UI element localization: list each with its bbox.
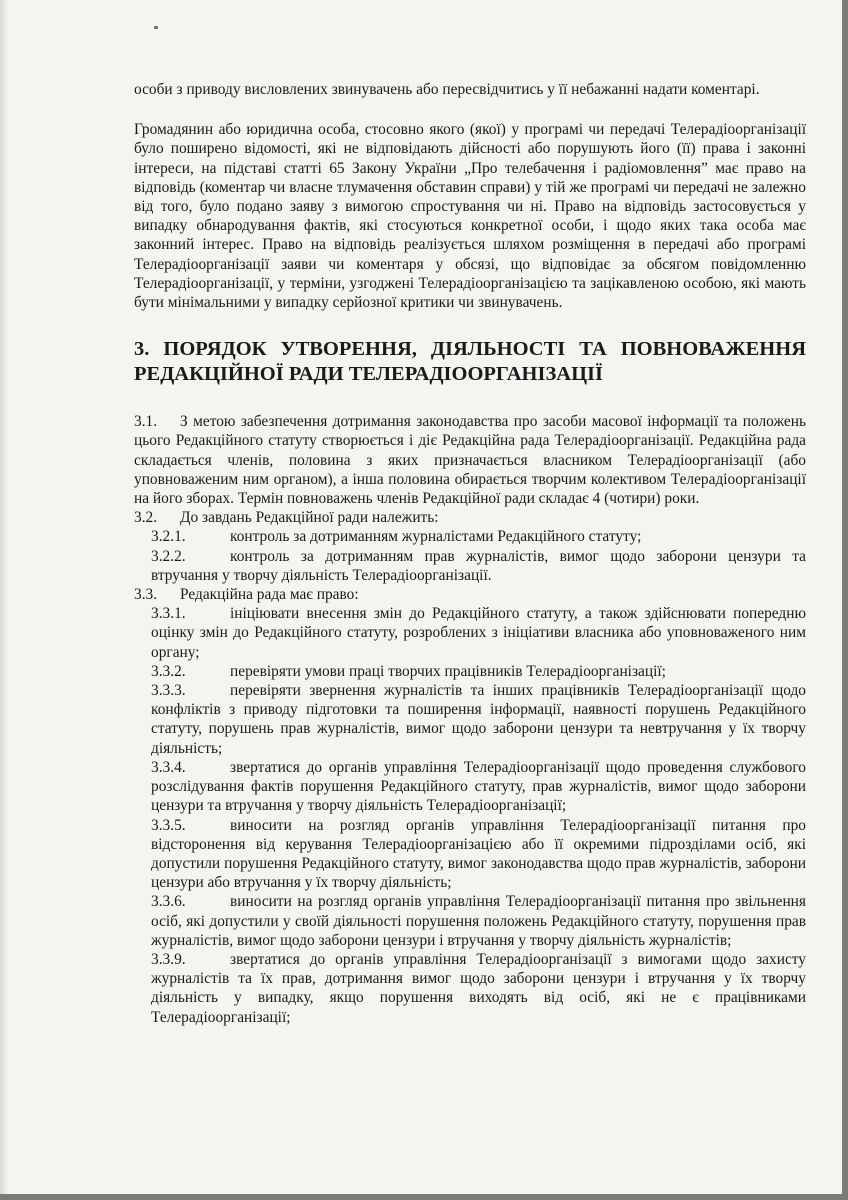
clause-number: 3.3. [134, 586, 158, 604]
section-heading: 3. ПОРЯДОК УТВОРЕННЯ, ДІЯЛЬНОСТІ ТА ПОВНОВАЖЕННЯ РЕДАКЦІЙНОЇ РАДИ ТЕЛЕРАДІООРГАНІЗАЦІЇ [134, 338, 806, 386]
subclause-text: контроль за дотриманням прав журналістів, вимог щодо заборони цензури та втручання у творчу діяльність Телерадіоорганізації. [151, 547, 806, 584]
subclause-text: звертатися до органів управління Телерадіоорганізації щодо проведення службового розслідування фактів порушення Редакційного статуту, прав журналістів, вимог щодо заборони цензури та втручання у творчу діяльність Телерадіоорганізації; [151, 758, 806, 815]
scan-mark [154, 26, 158, 29]
clause-3-3-1 [134, 604, 806, 662]
clause-3-2-2 [134, 547, 806, 585]
clause-3-2 [134, 508, 806, 527]
subclause-number: 3.3.1. [151, 605, 186, 623]
subclause-text: контроль за дотриманням журналістами Редакційного статуту; [230, 528, 642, 546]
subclause-number: 3.3.6. [151, 893, 186, 911]
clause-text: Редакційна рада має право: [180, 586, 359, 604]
clause-3-3-4 [134, 758, 806, 816]
clause-text: З метою забезпечення дотримання законодавства про засоби масової інформації та положень цього Редакційного статуту створюється і діє Редакційна рада Телерадіоорганізації. Редакційна рада складається членів, половина з яких призначається власником Телерадіоорганізації (або уповноваженим ним органом), а інша половина обирається творчим колективом Телерадіоорганізації на його зборах. Термін повноважень членів Редакційної ради складає 4 (чотири) роки. [134, 413, 806, 508]
clause-3-3-3 [134, 681, 806, 758]
subclause-number: 3.2.1. [151, 528, 186, 546]
clause-number: 3.2. [134, 509, 158, 527]
subclause-number: 3.3.9. [151, 950, 186, 968]
clause-number: 3.1. [134, 413, 158, 431]
subclause-number: 3.2.2. [151, 547, 186, 565]
subclause-number: 3.3.5. [151, 816, 186, 834]
subclause-text: звертатися до органів управління Телерадіоорганізації з вимогами щодо захисту журналістів та їх прав, дотримання вимог щодо заборони цензури і втручання у їх творчу діяльність у випадку, якщо порушення виходять від осіб, які не є працівниками Телерадіоорганізації; [151, 950, 806, 1026]
clause-3-1 [134, 412, 806, 508]
clause-3-2-1 [134, 527, 806, 546]
subclause-text: перевіряти звернення журналістів та інших працівників Телерадіоорганізації щодо конфліктів з приводу підготовки та поширення інформації, наявності порушень Редакційного статуту, порушень прав журналістів, вимог щодо заборони цензури та невтручання у їх творчу діяльність; [151, 682, 806, 757]
paragraph-continuation: особи з приводу висловлених звинувачень або пересвідчитись у її небажанні надати коментарі. [134, 81, 760, 98]
subclause-number: 3.3.2. [151, 662, 186, 680]
page-edge-shadow [0, 0, 8, 1194]
document-content [134, 80, 806, 1027]
subclause-number: 3.3.3. [151, 682, 186, 700]
subclause-number: 3.3.4. [151, 758, 186, 776]
clause-3-3-2 [134, 662, 806, 681]
subclause-text: виносити на розгляд органів управління Телерадіоорганізації питання про відсторонення від керування Телерадіоорганізацією або її окремими підрозділами осіб, які допустили порушення Редакційного статуту, вимог законодавства щодо прав журналістів, заборони цензури або втручання у їх творчу діяльність; [151, 816, 806, 892]
paragraph-right-of-reply: Громадянин або юридична особа, стосовно якого (якої) у програмі чи передачі Телерадіоорганізації було поширено відомості, які не відповідають дійсності або порушують його (її) права і законні інтереси, на підставі статті 65 Закону України „Про телебачення і радіомовлення” має право на відповідь (коментар чи власне тлумачення обставин справи) у тій же програмі чи передачі не залежно від того, було подано заяву з вимогою спростування чи ні. Право на відповідь застосовується у випадку обнародування фактів, які стосуються конкретної особи, і щодо яких така особа має законний інтерес. Право на відповідь реалізується шляхом розміщення в передачі або програмі Телерадіоорганізації заяви чи коментаря у обсязі, що відповідає за обсягом повідомленню Телерадіоорганізації, у терміни, узгоджені Телерадіоорганізацією та зацікавленою особою, які мають бути мінімальними у випадку серйозної критики чи звинувачень. [134, 121, 806, 312]
clause-3-3-9 [134, 950, 806, 1027]
clause-3-3-6 [134, 892, 806, 950]
subclause-text: перевіряти умови праці творчих працівників Телерадіоорганізації; [230, 662, 666, 680]
subclause-text: виносити на розгляд органів управління Телерадіоорганізації питання про звільнення осіб, які допустили у своїй діяльності порушення положень Редакційного статуту, порушення прав журналістів, вимог щодо заборони цензури і втручання у творчу діяльність журналістів; [151, 893, 806, 949]
clause-3-3 [134, 585, 806, 604]
clause-text: До завдань Редакційної ради належить: [180, 509, 439, 527]
clause-3-3-5 [134, 816, 806, 893]
subclause-text: ініціювати внесення змін до Редакційного статуту, а також здійснювати попередню оцінку змін до Редакційного статуту, розроблених з ініціативи власника або уповноваженого ним органу; [151, 605, 806, 661]
